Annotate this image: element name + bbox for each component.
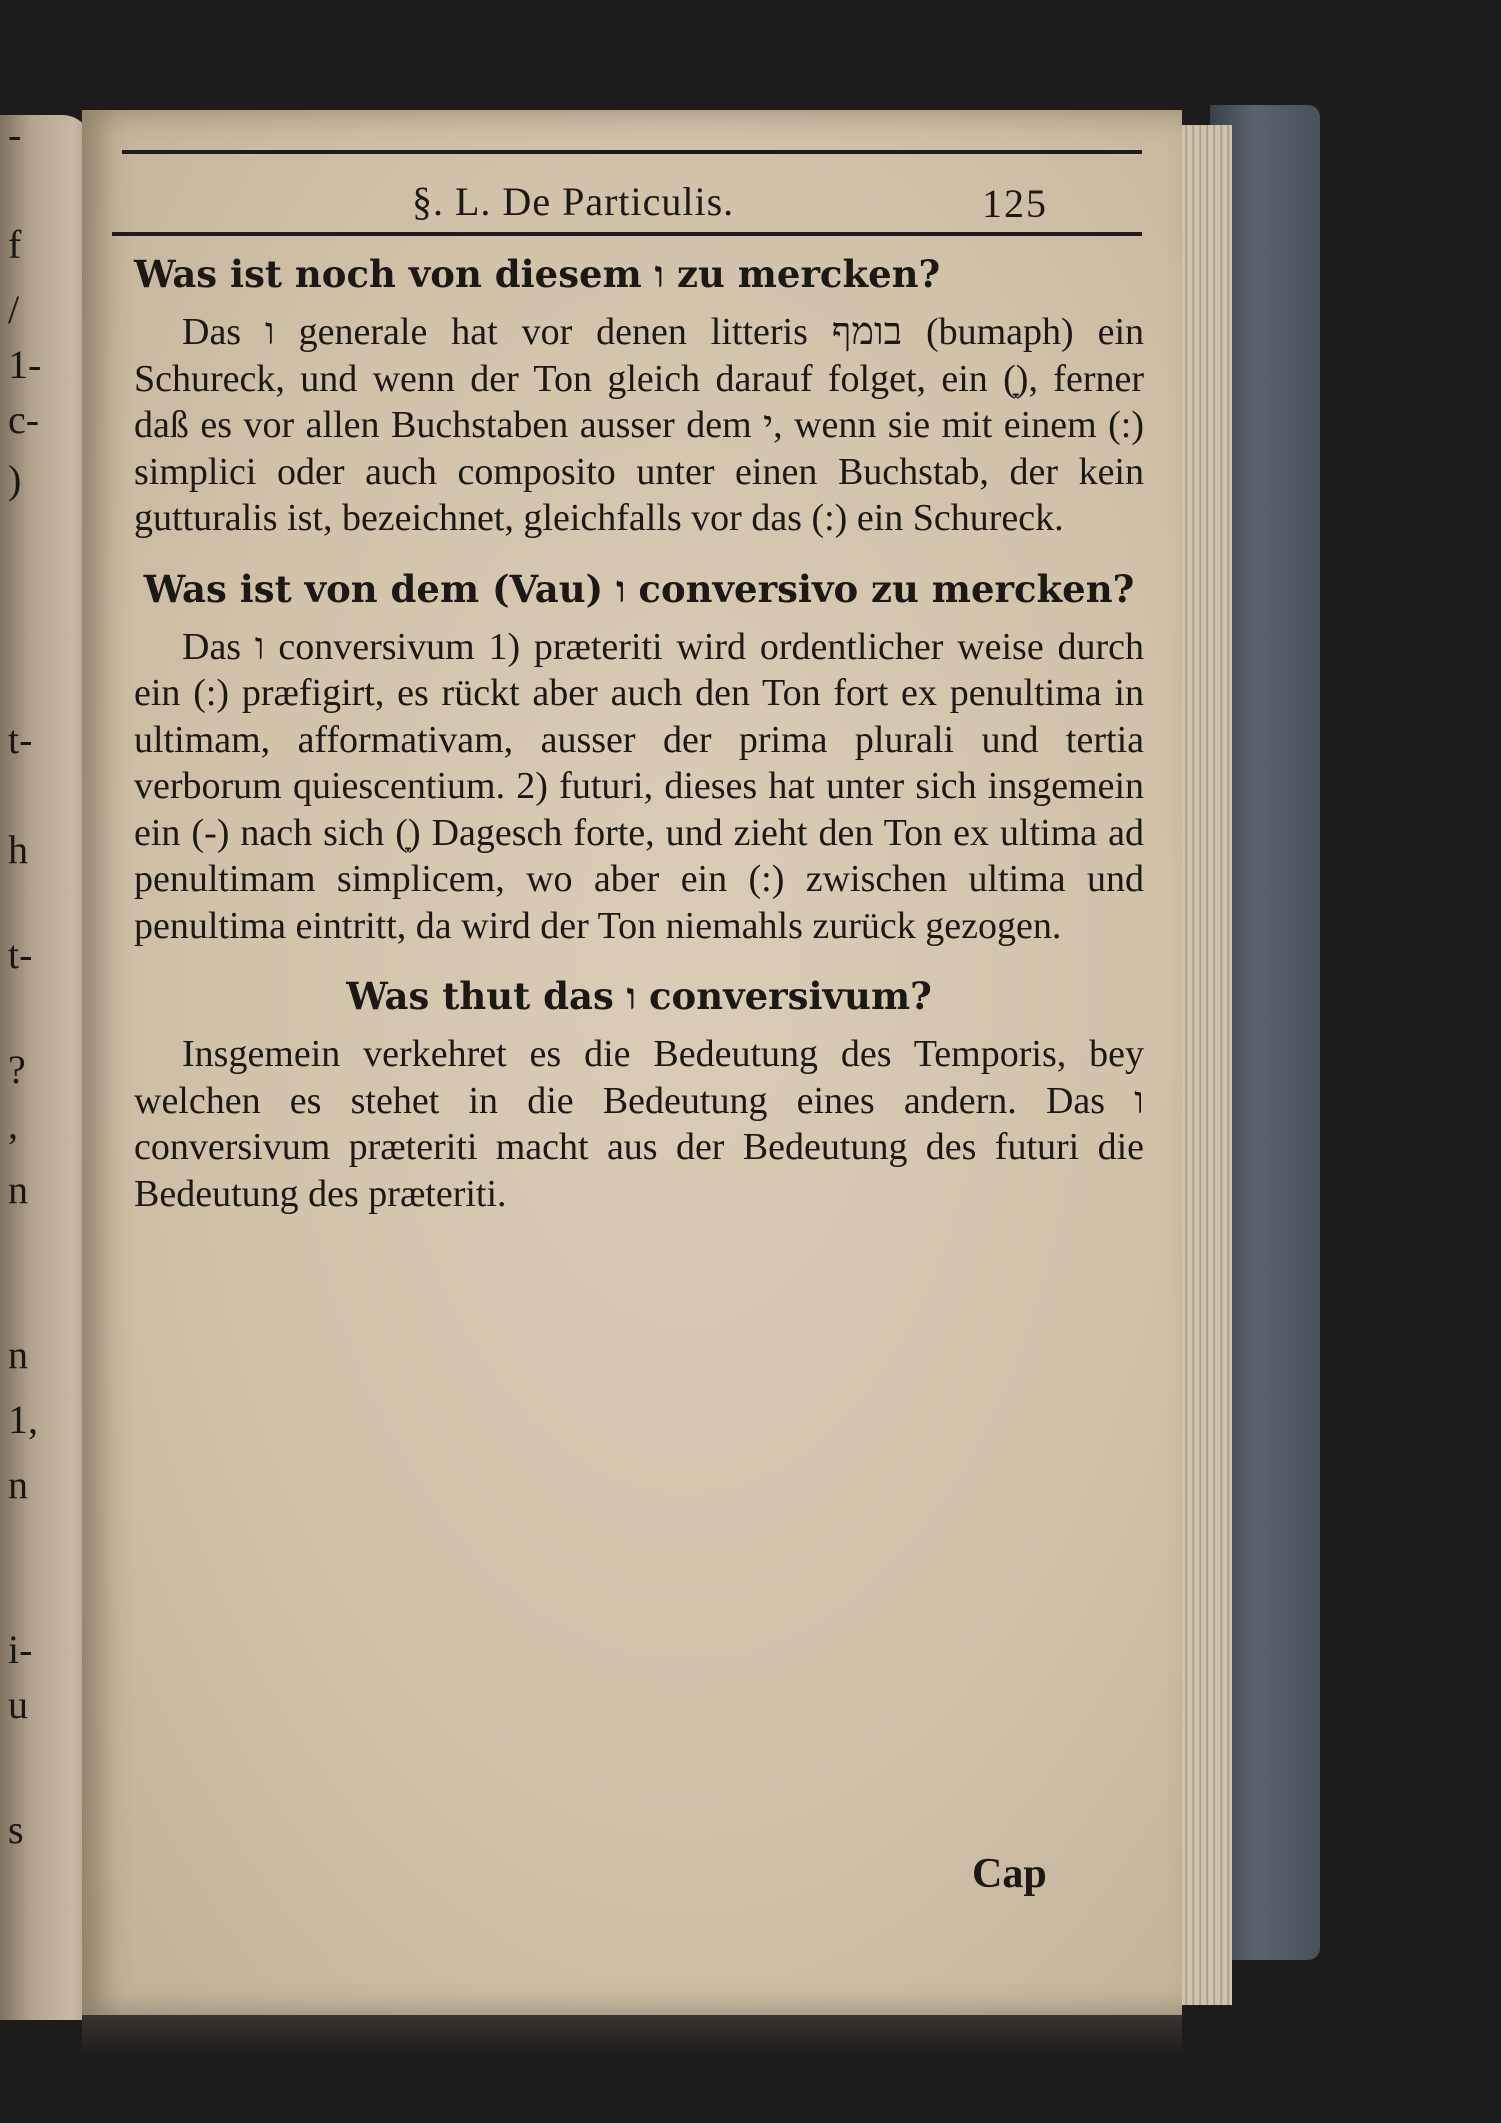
running-title: §. L. De Particulis. (412, 179, 735, 224)
question-heading: Was thut das ו conversivum? (346, 974, 932, 1018)
left-margin-fragments (0, 112, 92, 2020)
paragraph: Das ו conversivum 1) præteriti wird ordentlicher weise durch ein (:) præfigirt, es rückt aber auch den Ton fort ex penultima in ultimam, afformativam, ausser der prima plurali und tertia verborum quiescentium. 2) futuri, dieses hat unter sich insgemein ein (-) nach sich (ָ) Dagesch forte, und zieht den Ton ex ultima ad penultimam simplicem, wo aber ein (:) zwischen ultima und penultima eintritt, da wird der Ton niemahls zurück gezogen. (134, 625, 1144, 947)
page-number: 125 (982, 181, 1048, 226)
page-body (134, 245, 1144, 1241)
left-margin-fragment: 1, (8, 1397, 38, 1442)
left-margin-fragment: ) (8, 457, 22, 502)
paragraph: Das ו generale hat vor denen litteris בומף (bumaph) ein Schureck, und wenn der Ton gleich darauf folget, ein (ָ), ferner daß es vor allen Buchstaben ausser dem י, wenn sie mit einem (:) simplici oder auch composito unter einen Buchstab, der kein gutturalis ist, bezeichnet, gleichfalls vor das (:) ein Schureck. (134, 311, 1144, 539)
left-margin-fragment: t- (8, 717, 33, 762)
left-margin-fragment: f (8, 222, 22, 267)
left-margin-fragment: , (8, 1102, 18, 1147)
left-margin-fragment: / (8, 287, 20, 332)
paragraph: Insgemein verkehret es die Bedeutung des Temporis, bey welchen es stehet in die Bedeutung eines andern. Das ו conversivum præteriti macht aus der Bedeutung des futuri die Bedeutung des præteriti. (134, 1033, 1144, 1215)
left-margin-fragment: i- (8, 1627, 33, 1672)
question-heading: Was ist noch von diesem ו zu mercken? (134, 252, 941, 296)
left-margin-fragment: n (8, 1167, 28, 1212)
left-margin-fragment: ? (8, 1047, 26, 1092)
header-rule (112, 232, 1142, 236)
catchword: Cap (972, 1851, 1047, 1897)
question-heading: Was ist von dem (Vau) ו conversivo zu mercken? (143, 566, 1135, 611)
left-page-fragment (0, 112, 92, 2020)
left-margin-fragment: - (8, 112, 22, 157)
left-margin-fragment: n (8, 1332, 28, 1377)
left-margin-fragment: t- (8, 932, 33, 977)
left-margin-fragment: u (8, 1682, 28, 1727)
running-head (82, 170, 1182, 230)
book-page (82, 110, 1182, 2015)
left-margin-fragment: n (8, 1462, 28, 1507)
left-margin-fragment: 1- (8, 342, 42, 387)
left-margin-fragment: h (8, 827, 28, 872)
left-margin-fragment: s (8, 1807, 24, 1852)
left-margin-fragment: c- (8, 397, 40, 442)
top-rule (122, 150, 1142, 154)
page-bottom-shadow (82, 2015, 1182, 2055)
